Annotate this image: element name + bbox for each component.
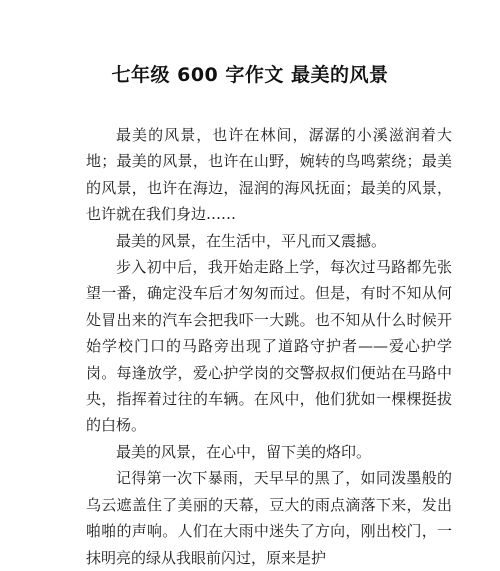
paragraph: 最美的风景，在心中，留下美的烙印。 [116,442,372,461]
paragraph: 记得第一次下暴雨，天早早的黑了，如同泼墨般的乌云遮盖住了美丽的天幕，豆大的雨点滴落下来，发出啪啪的声响。人们在大雨中迷失了方向，刚出校门，一抹明亮的绿从我眼前闪过，原来是护 [86,469,452,567]
page-title: 七年级 600 字作文 最美的风景 [111,64,389,86]
essay-body [86,122,452,571]
paragraph: 最美的风景，也许在林间，潺潺的小溪滋润着大地；最美的风景，也许在山野，婉转的鸟鸣萦绕；最美的风景，也许在海边，湿润的海风抚面；最美的风景，也许就在我们身边…… [86,126,452,224]
paragraph: 最美的风景，在生活中，平凡而又震撼。 [116,231,387,250]
paragraph: 步入初中后，我开始走路上学，每次过马路都先张望一番，确定没车后才匆匆而过。但是，有时不知从何处冒出来的汽车会把我吓一大跳。也不知从什么时候开始学校门口的马路旁出现了道路守护者——爱心护学岗。每逢放学，爱心护学岗的交警叔叔们便站在马路中央，指挥着过往的车辆。在风中，他们犹如一棵棵挺拔的白杨。 [86,258,452,435]
